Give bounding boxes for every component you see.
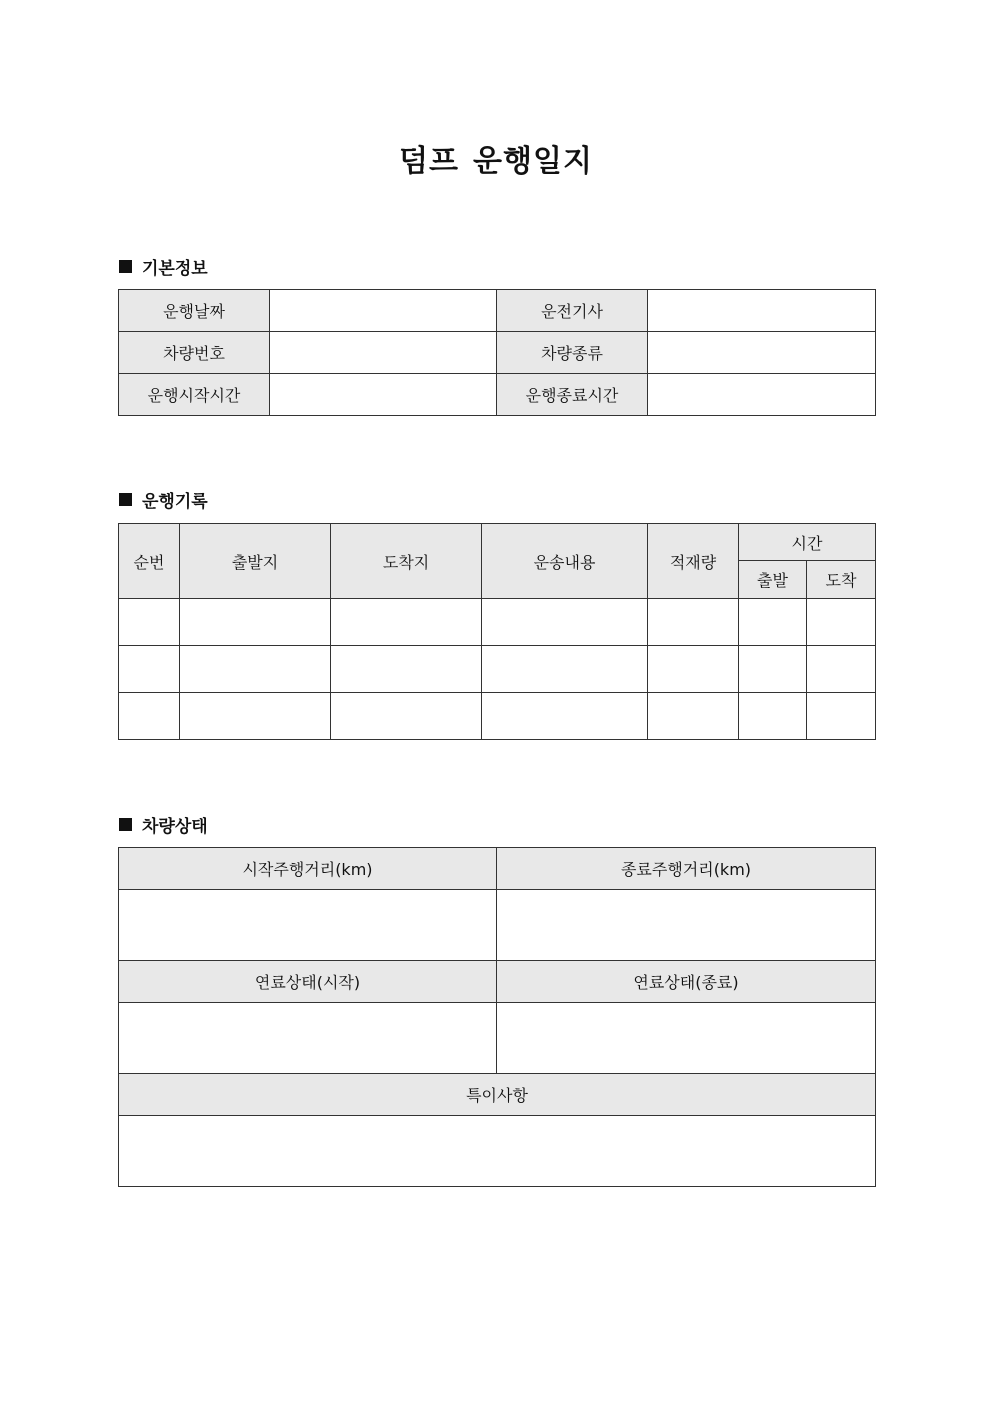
vehicle-type-field[interactable]: [648, 332, 876, 374]
table-row: [119, 890, 876, 961]
label-fuel-start: 연료상태(시작): [119, 961, 497, 1003]
table-row: [119, 1003, 876, 1074]
title-word-1: 덤프: [399, 144, 460, 179]
load-cell[interactable]: [648, 693, 739, 740]
seq-cell[interactable]: [119, 693, 180, 740]
label-start-time: 운행시작시간: [119, 374, 270, 416]
start-time-field[interactable]: [270, 374, 497, 416]
header-cargo: 운송내용: [482, 524, 648, 599]
vehicle-number-field[interactable]: [270, 332, 497, 374]
title-word-2: 운행일지: [473, 144, 593, 179]
seq-cell[interactable]: [119, 646, 180, 693]
table-row: [119, 646, 876, 693]
header-arrive: 도착: [807, 561, 876, 599]
load-cell[interactable]: [648, 599, 739, 646]
label-vehicle-type: 차량종류: [497, 332, 648, 374]
header-seq: 순번: [119, 524, 180, 599]
table-row: [119, 332, 876, 374]
table-header-row: [119, 524, 876, 561]
destination-cell[interactable]: [331, 599, 482, 646]
table-row: [119, 374, 876, 416]
destination-cell[interactable]: [331, 693, 482, 740]
page-title: [0, 136, 992, 180]
table-header-row: [119, 848, 876, 890]
driver-field[interactable]: [648, 290, 876, 332]
depart-cell[interactable]: [739, 646, 807, 693]
section-heading-vehicle-status: [119, 812, 208, 837]
remarks-field[interactable]: [119, 1116, 876, 1187]
section-heading-trip-log: [119, 487, 208, 512]
depart-cell[interactable]: [739, 693, 807, 740]
header-origin: 출발지: [180, 524, 331, 599]
cargo-cell[interactable]: [482, 646, 648, 693]
basic-info-table: [118, 289, 876, 416]
label-start-odometer: 시작주행거리(km): [119, 848, 497, 890]
header-destination: 도착지: [331, 524, 482, 599]
table-row: [119, 599, 876, 646]
label-end-odometer: 종료주행거리(km): [497, 848, 876, 890]
label-vehicle-number: 차량번호: [119, 332, 270, 374]
table-header-row: [119, 961, 876, 1003]
square-bullet-icon: [119, 493, 132, 506]
fuel-start-field[interactable]: [119, 1003, 497, 1074]
header-depart: 출발: [739, 561, 807, 599]
label-date: 운행날짜: [119, 290, 270, 332]
label-driver: 운전기사: [497, 290, 648, 332]
section-heading-text: 기본정보: [142, 259, 208, 279]
load-cell[interactable]: [648, 646, 739, 693]
section-heading-basic-info: [119, 254, 208, 279]
origin-cell[interactable]: [180, 693, 331, 740]
trip-log-table: [118, 523, 876, 740]
arrive-cell[interactable]: [807, 599, 876, 646]
depart-cell[interactable]: [739, 599, 807, 646]
label-fuel-end: 연료상태(종료): [497, 961, 876, 1003]
end-odometer-field[interactable]: [497, 890, 876, 961]
cargo-cell[interactable]: [482, 599, 648, 646]
square-bullet-icon: [119, 818, 132, 831]
label-remarks: 특이사항: [119, 1074, 876, 1116]
section-heading-text: 운행기록: [142, 492, 208, 512]
origin-cell[interactable]: [180, 646, 331, 693]
square-bullet-icon: [119, 260, 132, 273]
label-end-time: 운행종료시간: [497, 374, 648, 416]
vehicle-status-table: [118, 847, 876, 1187]
cargo-cell[interactable]: [482, 693, 648, 740]
start-odometer-field[interactable]: [119, 890, 497, 961]
section-heading-text: 차량상태: [142, 817, 208, 837]
destination-cell[interactable]: [331, 646, 482, 693]
date-field[interactable]: [270, 290, 497, 332]
arrive-cell[interactable]: [807, 646, 876, 693]
table-row: [119, 290, 876, 332]
table-row: [119, 1116, 876, 1187]
table-row: [119, 693, 876, 740]
end-time-field[interactable]: [648, 374, 876, 416]
fuel-end-field[interactable]: [497, 1003, 876, 1074]
origin-cell[interactable]: [180, 599, 331, 646]
table-header-row: [119, 1074, 876, 1116]
header-time: 시간: [739, 524, 876, 561]
arrive-cell[interactable]: [807, 693, 876, 740]
header-load: 적재량: [648, 524, 739, 599]
seq-cell[interactable]: [119, 599, 180, 646]
